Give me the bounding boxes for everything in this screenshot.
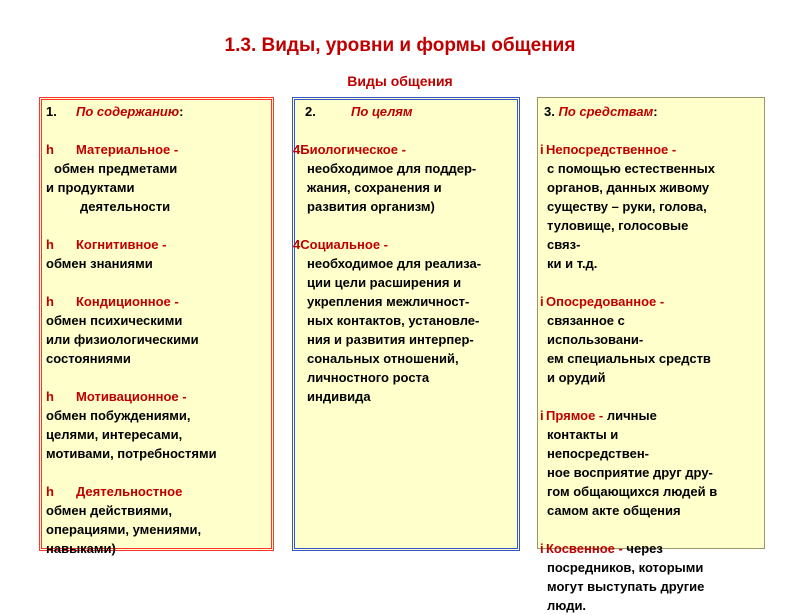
list-item-text: связанное с [547, 313, 625, 328]
bullet-icon: 4 [293, 142, 301, 157]
bullet-icon: i [540, 541, 544, 556]
list-item-head: i Косвенное - через [540, 541, 663, 556]
section-subtitle: Виды общения [347, 73, 453, 89]
list-item-text: контакты и [547, 427, 619, 442]
list-item-text: обмен действиями, [46, 503, 172, 518]
list-item-text: и продуктами [46, 180, 135, 195]
list-item-text: жания, сохранения и [307, 180, 442, 195]
list-item-text: операциями, умениями, [46, 522, 202, 537]
bullet-icon: i [540, 294, 544, 309]
bullet-icon: h [46, 142, 54, 157]
list-item-text: могут выступать другие [547, 579, 705, 594]
column-heading: 3. По средствам: [544, 104, 658, 119]
list-item-text: состояниями [46, 351, 131, 366]
bullet-icon: h [46, 484, 54, 499]
list-item-head: i Опосредованное - [540, 294, 665, 309]
list-item-text: необходимое для поддер- [307, 161, 477, 176]
list-item-text: и орудий [547, 370, 606, 385]
list-item-head: h Деятельностное [46, 484, 183, 499]
list-item-head: i Прямое - личные [540, 408, 657, 423]
list-item-head: 4Социальное - [293, 237, 388, 252]
list-item-text: органов, данных живому [547, 180, 710, 195]
bullet-icon: i [540, 142, 544, 157]
list-item-text: использовани- [547, 332, 644, 347]
bullet-icon: 4 [293, 237, 301, 252]
list-item-text: гом общающихся людей в [547, 484, 718, 499]
page-title: 1.3. Виды, уровни и формы общения [224, 35, 576, 56]
list-item-text: ки и т.д. [547, 256, 598, 271]
column-heading: 1. По содержанию: [46, 104, 184, 119]
list-item-text: туловище, голосовые [547, 218, 689, 233]
list-item-text: обмен предметами [54, 161, 178, 176]
column-content [39, 97, 274, 556]
list-item-head: 4Биологическое - [293, 142, 406, 157]
list-item-text: индивида [307, 389, 371, 404]
list-item-text: ем специальных средств [547, 351, 711, 366]
list-item-head: h Когнитивное - [46, 237, 167, 252]
list-item-text: мотивами, потребностями [46, 446, 217, 461]
list-item-text: укрепления межличност- [307, 294, 470, 309]
column-goals [292, 97, 520, 551]
column-heading: 2. По целям [305, 104, 413, 119]
list-item-head: h Мотивационное - [46, 389, 187, 404]
list-item-head: i Непосредственное - [540, 142, 677, 157]
list-item-text: сональных отношений, [307, 351, 459, 366]
list-item-text: или физиологическими [46, 332, 199, 347]
bullet-icon: i [540, 408, 544, 423]
list-item-text: посредников, которыми [547, 560, 704, 575]
list-item-text: с помощью естественных [547, 161, 715, 176]
list-item-text: ных контактов, установле- [307, 313, 480, 328]
list-item-text: обмен знаниями [46, 256, 153, 271]
bullet-icon: h [46, 389, 54, 404]
list-item-text: личностного роста [307, 370, 430, 385]
bullet-icon: h [46, 237, 54, 252]
list-item-text: целями, интересами, [46, 427, 183, 442]
bullet-icon: h [46, 294, 54, 309]
list-item-text: самом акте общения [547, 503, 681, 518]
list-item-text: связ- [547, 237, 581, 252]
list-item-head: h Материальное - [46, 142, 179, 157]
list-item-text: ции цели расширения и [307, 275, 462, 290]
list-item-text: люди. [547, 598, 587, 613]
list-item-text: существу – руки, голова, [547, 199, 707, 214]
list-item-text: обмен психическими [46, 313, 183, 328]
list-item-text: ное восприятие друг дру- [547, 465, 713, 480]
list-item-text: необходимое для реализа- [307, 256, 482, 271]
list-item-text: непосредствен- [547, 446, 650, 461]
list-item-text: развития организм) [307, 199, 435, 214]
list-item-text: обмен побуждениями, [46, 408, 191, 423]
list-item-text: навыками) [46, 541, 116, 556]
column-means [537, 97, 765, 613]
list-item-text: ния и развития интерпер- [307, 332, 474, 347]
list-item-head: h Кондиционное - [46, 294, 179, 309]
list-item-text: деятельности [80, 199, 171, 214]
